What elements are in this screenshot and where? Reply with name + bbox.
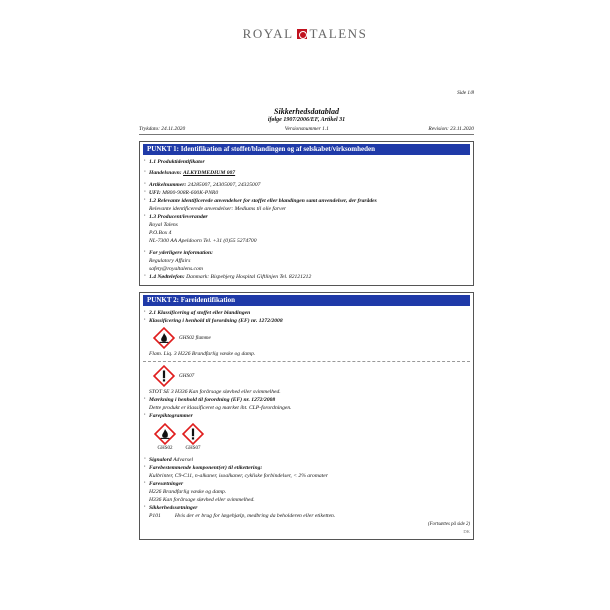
continued-note: (Fortsættes på side 2) <box>428 522 470 528</box>
producer-pobox: P.O.Box 4 <box>149 230 172 237</box>
hazard-components-text: Kulbrinter, C9-C11, n-alkaner, isoalkaner, cykliske forbindelser, < 2% aromater <box>149 473 328 480</box>
hazard-statement-h336: H336 Kan forårsage sløvhed eller svimmelhed. <box>149 497 255 504</box>
pictogram-ghs02 <box>153 423 177 452</box>
article-number-value: 24285007, 24305007, 24325007 <box>187 182 261 189</box>
hazard-statements-heading: · Faresætninger <box>143 481 470 488</box>
section-2-heading: PUNKT 2: Fareidentifikation <box>143 295 470 306</box>
signal-word <box>143 457 470 464</box>
pictogram-ghs07-label: GHS07 <box>185 445 201 451</box>
labelling-heading: · Mærkning i henhold til forordning (EF) nr. 1272/2008 <box>143 397 470 404</box>
article-number-label: Artikelnummer: <box>149 182 187 189</box>
document-meta <box>139 126 474 135</box>
p101-text: Hvis der er brug for lægehjælp, medbring da beholderen eller etiketten. <box>174 513 336 520</box>
exclamation-icon <box>182 423 204 445</box>
flame-icon <box>153 327 175 349</box>
section-2 <box>139 292 474 539</box>
signal-word-value: Advarsel <box>173 457 193 464</box>
producer-address: NL-7300 AA Apeldoorn Tel. +31 (0)55 5274700 <box>149 238 257 245</box>
brand-name-right: TALENS <box>309 26 368 41</box>
brand-name-left: ROYAL <box>242 26 294 41</box>
relevant-uses-text: Relevante identificerede anvendelser: Mediums til olie farver <box>149 206 287 213</box>
ufi-value: M800-908R-600K-PNR0 <box>162 190 219 197</box>
precautionary-p101 <box>143 513 470 520</box>
pictograms-heading: · Farepiktogrammer <box>143 413 470 420</box>
exclamation-icon <box>153 365 175 387</box>
document-subtitle: ifølge 1907/2006/EF, Artikel 31 <box>267 116 346 123</box>
trade-name-label: Handelsnavn: <box>149 170 182 177</box>
ufi-label: UFI: <box>149 190 161 197</box>
pictogram-ghs07 <box>181 423 205 452</box>
ghs02-row <box>153 327 470 349</box>
revision-date: Revision: 23.11.2020 <box>428 126 474 132</box>
section-1-heading: PUNKT 1: Identifikation af stoffet/blandingen og af selskabet/virksomheden <box>143 144 470 155</box>
section-1 <box>139 141 474 287</box>
ufi <box>143 190 470 197</box>
document-title: Sikkerhedsdatablad <box>274 106 339 116</box>
emergency-phone-label: 1.4 Nødtelefon: <box>149 274 185 281</box>
producer-heading: · 1.3 Producent/leverandør <box>143 214 470 221</box>
pictogram-group <box>153 423 470 452</box>
flame-icon <box>154 423 176 445</box>
ghs07-label: GHS07 <box>179 372 195 379</box>
signal-word-label: Signalord <box>149 457 172 464</box>
trade-name-value: ALKYDMEDIUM 007 <box>183 170 236 177</box>
product-identifier-heading: · 1.1 Produktidentifikator <box>143 159 470 166</box>
labelling-text: Dette produkt er klassificeret og mærket iht. CLP-forordningen. <box>149 404 292 411</box>
hazard-statement-h226: H226 Brandfarlig væske og damp. <box>149 489 227 496</box>
more-info-email: safety@royaltalens.com <box>149 266 203 273</box>
ghs07-row <box>153 365 470 387</box>
classification-heading: · 2.1 Klassificering af stoffet eller blandingen <box>143 310 470 317</box>
print-date: Trykdato: 24.11.2020 <box>139 126 186 132</box>
emergency-phone-value: Danmark: Bispebjerg Hospital Giftlinjen Tel. 82121212 <box>186 274 312 281</box>
version-number: Versionsnummer 1.1 <box>284 126 329 132</box>
producer-name: Royal Talens <box>149 222 178 229</box>
relevant-uses-heading: · 1.2 Relevante identificerede anvendelser for stoffet eller blandingen samt anvendelser, der frarådes <box>143 198 470 205</box>
trade-name <box>143 170 470 177</box>
more-info-heading: · For yderligere information: <box>143 250 470 257</box>
royal-talens-logo-icon <box>297 29 307 39</box>
article-number <box>143 182 470 189</box>
ghs07-classification: STOT SE 3 H336 Kan forårsage sløvhed eller svimmelhed. <box>149 388 281 395</box>
precautionary-heading: · Sikkerhedssætninger <box>143 505 470 512</box>
p101-code: P101 <box>149 513 161 520</box>
ghs02-label: GHS02 flamme <box>179 334 211 341</box>
more-info-dept: Regulatory Affairs <box>149 258 191 265</box>
pictogram-ghs02-label: GHS02 <box>157 445 173 451</box>
page-number: Side 1/8 <box>457 90 474 96</box>
brand-logo <box>0 26 610 42</box>
emergency-phone <box>143 274 470 281</box>
safety-data-sheet-page <box>139 90 474 540</box>
ghs02-classification: Flam. Liq. 3 H226 Brandfarlig væske og damp. <box>149 351 256 357</box>
country-code: DK <box>463 529 470 535</box>
hazard-components-heading: · Farebestemmende komponent(er) til etikettering: <box>143 465 470 472</box>
classification-regulation: · Klassificering i henhold til forordning (EF) nr. 1272/2008 <box>143 318 470 325</box>
